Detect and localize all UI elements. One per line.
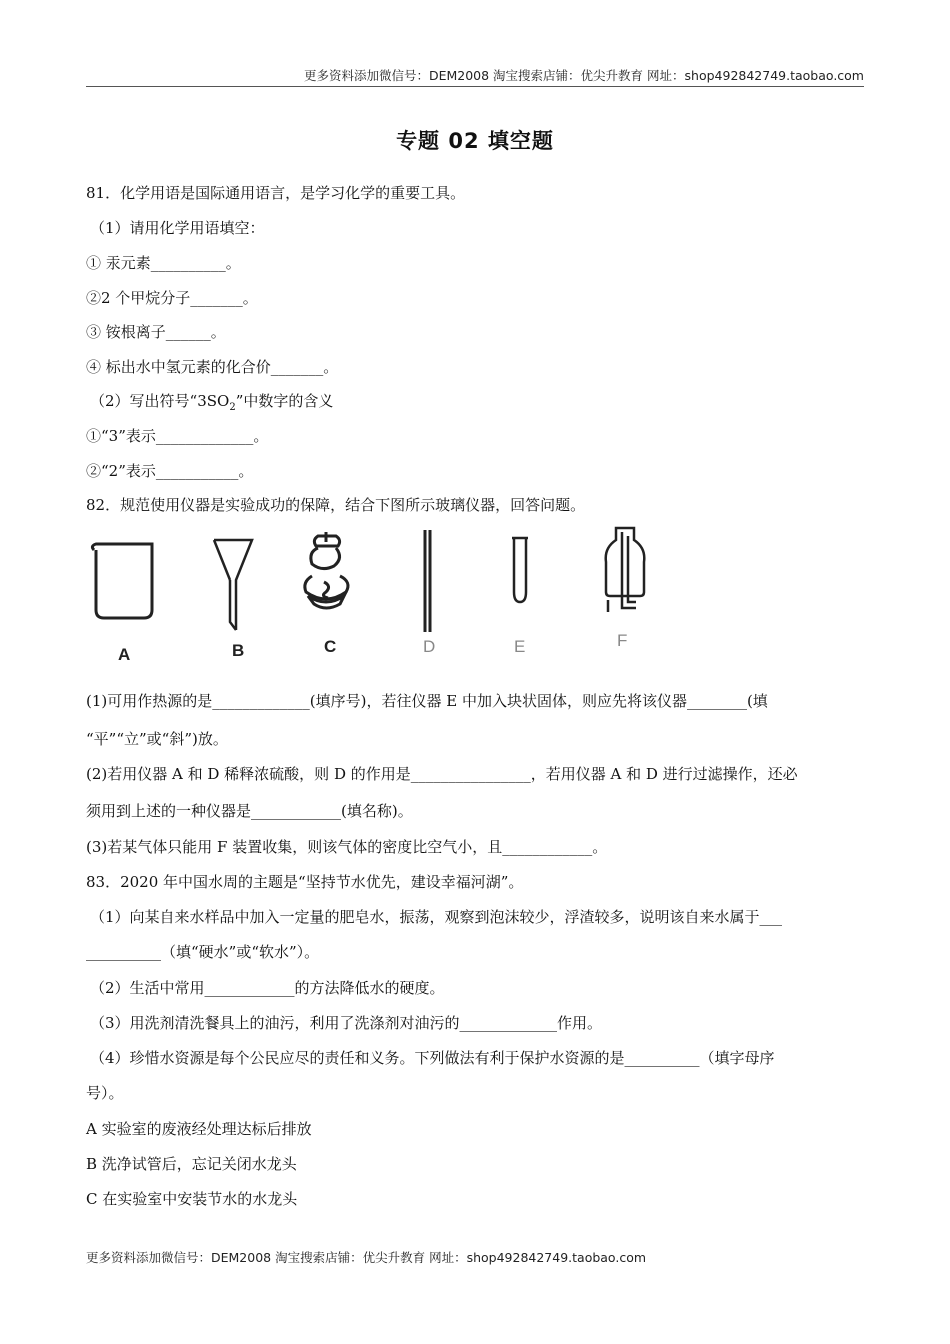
gas-bottle-icon bbox=[606, 528, 645, 612]
q81-item-4: ④ 标出水中氢元素的化合价_______。 bbox=[86, 358, 339, 376]
q82-sub2-line1: (2)若用仪器 A 和 D 稀释浓硫酸，则 D 的作用是________________，若用仪器 A 和 D 进行过滤操作，还必 bbox=[86, 765, 798, 783]
q83-part2: （2）生活中常用____________的方法降低水的硬度。 bbox=[90, 979, 445, 997]
q82-sub2-line2: 须用到上述的一种仪器是____________(填名称)。 bbox=[86, 802, 413, 820]
label-B: B bbox=[232, 641, 245, 660]
q82-sub3: (3)若某气体只能用 F 装置收集，则该气体的密度比空气小，且____________。 bbox=[86, 838, 608, 856]
q81-part2-sub: 2 bbox=[229, 402, 236, 413]
q81-part2-post: ”中数字的含义 bbox=[235, 392, 334, 410]
funnel-icon bbox=[214, 540, 252, 630]
q83-part3: （3）用洗剂清洗餐具上的油污，利用了洗涤剂对油污的_____________作用。 bbox=[90, 1014, 603, 1032]
q81-item-5: ①“3”表示_____________。 bbox=[86, 427, 269, 445]
q81-part2-pre: （2）写出符号“3SO bbox=[90, 392, 230, 410]
q83-option-b: B 洗净试管后，忘记关闭水龙头 bbox=[86, 1155, 297, 1173]
glassware-figure bbox=[86, 522, 676, 672]
label-E: E bbox=[514, 637, 526, 656]
q83-part4-line2: 号）。 bbox=[86, 1084, 124, 1102]
q82-stem: 82．规范使用仪器是实验成功的保障，结合下图所示玻璃仪器，回答问题。 bbox=[86, 496, 586, 514]
q81-item-1: ① 汞元素__________。 bbox=[86, 254, 241, 272]
page-footer: 更多资料添加微信号：DEM2008 淘宝搜索店铺：优尖升教育 网址：shop492842749.taobao.com bbox=[86, 1250, 647, 1265]
label-A: A bbox=[118, 645, 131, 664]
q81-part2 bbox=[90, 390, 333, 413]
q83-option-c: C 在实验室中安装节水的水龙头 bbox=[86, 1190, 298, 1208]
q83-part1-line1: （1）向某自来水样品中加入一定量的肥皂水，振荡，观察到泡沫较少，浮渣较多，说明该自来水属于___ bbox=[90, 908, 783, 926]
page-title: 专题 02 填空题 bbox=[396, 129, 554, 153]
q83-part4-line1: （4）珍惜水资源是每个公民应尽的责任和义务。下列做法有利于保护水资源的是__________（填字母序 bbox=[90, 1049, 775, 1067]
q83-stem: 83．2020 年中国水周的主题是“坚持节水优先，建设幸福河湖”。 bbox=[86, 873, 524, 891]
test-tube-icon bbox=[512, 538, 528, 602]
q81-stem: 81．化学用语是国际通用语言，是学习化学的重要工具。 bbox=[86, 184, 466, 202]
header-rule bbox=[86, 86, 864, 87]
alcohol-lamp-icon bbox=[305, 532, 348, 608]
label-F: F bbox=[617, 631, 628, 650]
q81-part1: （1）请用化学用语填空： bbox=[90, 219, 265, 237]
label-D: D bbox=[423, 637, 436, 656]
glass-rod-icon bbox=[425, 530, 430, 632]
q82-sub1-line2: “平”“立”或“斜”)放。 bbox=[86, 730, 228, 748]
q81-item-6: ②“2”表示___________。 bbox=[86, 462, 254, 480]
beaker-icon bbox=[92, 544, 152, 618]
q83-option-a: A 实验室的废液经处理达标后排放 bbox=[86, 1120, 312, 1138]
label-C: C bbox=[324, 637, 337, 656]
q81-item-3: ③ 铵根离子______。 bbox=[86, 323, 226, 341]
page-header: 更多资料添加微信号：DEM2008 淘宝搜索店铺：优尖升教育 网址：shop492842749.taobao.com bbox=[303, 68, 864, 83]
q81-item-2: ②2 个甲烷分子_______。 bbox=[86, 289, 258, 307]
q83-part1-line2: __________（填“硬水”或“软水”）。 bbox=[86, 943, 320, 961]
q82-sub1-line1: (1)可用作热源的是_____________(填序号)，若往仪器 E 中加入块状固体，则应先将该仪器________(填 bbox=[86, 692, 768, 710]
